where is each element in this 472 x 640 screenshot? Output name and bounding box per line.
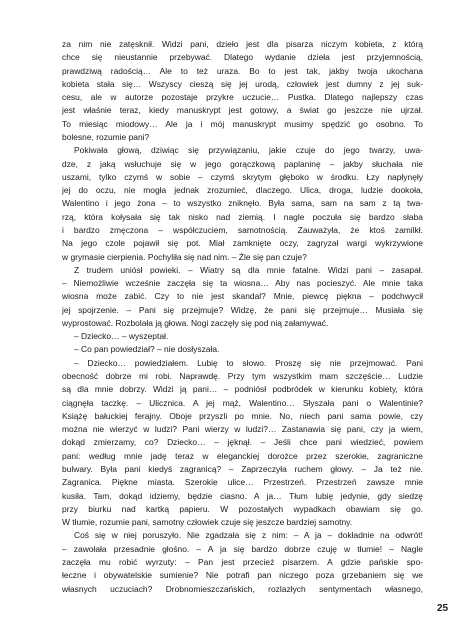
text-line: cesu, ale w autorze pozostaje przykre uczucie… Pustka. Dlatego najlepszy czas — [62, 92, 423, 103]
text-line: dze, z jaką wsłuchuje się w jego gorączkową paplaninę – jakby słuchała nie — [62, 158, 423, 169]
text-line: ciągnęła taczkę. – Ulicznica. A jej mąż, Walentino… Słyszała pani o Walentinie? — [62, 397, 423, 408]
text-line: chce się nieustannie przebywać. Dlatego wydanie dzieła jest przyjemnością, — [62, 52, 423, 63]
text-line: kusiła. Tam, dokąd idziemy, będzie ciasno. A ja… Tłum lubię jedynie, gdy siedzę — [62, 490, 423, 501]
text-line: – Dziecko… powiedziałem. Lubię to słowo. Proszę się nie przejmować. Pani — [74, 357, 423, 368]
text-line: własnych uczuciach? Drobnomieszczańskich, rozlazłych sentymentach własnego, — [62, 583, 423, 594]
text-line: Zagranica. Piękne miasta. Szerokie ulice… Przestrzeń. Przestrzeń zawsze mnie — [62, 477, 423, 488]
text-line: zaczęła mu robić wyrzuty: – Pan jest przecież pisarzem. A gdzie pańskie spo- — [62, 556, 423, 567]
text-line: – Co pan powiedział? – nie dosłyszała. — [74, 344, 220, 355]
text-line: bulwary. Była pani kiedyś zagranicą? – Zaprzeczyła ruchem głowy. – Ja też nie. — [62, 464, 423, 474]
text-line: wyprostować. Rozbolała ją głowa. Nogi zaczęły się pod nią załamywać. — [62, 317, 329, 328]
text-line: w grymasie cierpienia. Pochyliła się nad nim. – Źle się pan czuje? — [62, 251, 307, 262]
text-line: rzą, która kołysała się tak nisko nad ziemią. I nagle poczuła się bardzo słaba — [62, 211, 423, 222]
text-line: Pokiwała głową, dziwiąc się przywiązaniu, jakie czuje do jego twarzy, uwa- — [74, 145, 423, 156]
text-line: – Dziecko… – wyszeptał. — [74, 331, 169, 342]
text-line: Coś się w niej poruszyło. Nie zgadzała się z nim: – A ja – dokładnie na odwrót! — [74, 530, 423, 541]
text-line: uszami, tylko czymś w sobie – czymś skrytym głęboko w środku. Łzy napłynęły — [62, 171, 423, 182]
text-line: – Niemożliwie wcześnie zaczęła się ta wiosna… Aby nas pocieszyć. Ale mnie taka — [62, 278, 423, 289]
text-line: Walentino i jego żona – to wszystko zniknęło. Była sama, sam na sam z tą twa- — [62, 198, 423, 209]
text-line: są dla mnie dobrzy. Widzi ją pani… – podniósł podbródek w kierunku kobiety, która — [62, 384, 423, 395]
text-line: To miesiąc miodowy… Ale ja i mój manuskrypt musimy spędzić go osobno. To — [62, 118, 423, 129]
text-line: i bardzo zmęczona – współczuciem, samotnością. Zauważyła, że ktoś zamilkł. — [62, 224, 423, 235]
text-line: – zawołała przesadnie głośno. – A ja się bardzo dobrze czuję w tłumie! – Nagle — [62, 543, 423, 554]
text-line: dokąd zmierzamy, co? Dziecko… – jęknął. – Jeśli chce pani wiedzieć, powiem — [62, 437, 423, 448]
page-number: 25 — [437, 603, 449, 614]
text-line: łeczne i obywatelskie sumienie? Nie potrafi pan niczego poza grzebaniem się we — [62, 570, 423, 581]
text-line: za nim nie zatęsknił. Widzi pani, dzieło jest dla pisarza niczym kobieta, z którą — [62, 39, 423, 49]
text-line: W tłumie, rozumie pani, samotny człowiek czuje się jeszcze bardziej samotny. — [62, 517, 353, 528]
text-line: jest właśnie teraz, kiedy manuskrypt jest gotowy, a świat go jeszcze nie ujrzał. — [62, 105, 423, 116]
text-line: Z trudem uniósł powieki. – Wiatry są dla mnie fatalne. Widzi pani – zasapał. — [74, 264, 423, 275]
text-line: Na jego czole pojawił się pot. Miał zamknięte oczy, zagryzał wargi wykrzywione — [62, 238, 423, 249]
text-line: bolesne, rozumie pani? — [62, 131, 150, 142]
text-line: przy biurku nad kartką papieru. W pozostałych wypadkach obawiam się go. — [62, 503, 423, 514]
text-line: Książę bałuckiej ferajny. Oboje przyszli po mnie. No, niech pani sama powie, czy — [62, 410, 423, 421]
text-line: prawdziwą radością… Ale to też uraza. Bo to jest tak, jakby twoja ukochana — [62, 65, 423, 76]
text-line: można nie wierzyć w ludzi? Pani wierzy w ludzi?… Zastanawia się pani, czy ja wiem, — [62, 424, 423, 435]
page-text — [62, 38, 423, 596]
text-line: jej spojrzenie. – Pani się przejmuje? Widzę, że pani się przejmuje… Musiała się — [62, 304, 423, 315]
text-line: kobieta stała się… Wszyscy cieszą się jej urodą, człowiek jest dumny z jej suk- — [62, 78, 423, 89]
text-line: obecność dobrze mi robi. Naprawdę. Przy tym wszystkim mam szczęście… Ludzie — [62, 371, 423, 382]
text-line: pani: według mnie jadę teraz w eleganckiej dorożce przez szerokie, zagraniczne — [62, 450, 423, 461]
text-line: jej do oczu, nie mogła jednak zrozumieć, dlaczego. Ulica, droga, ludzie dookoła, — [62, 185, 423, 196]
text-line: wiosna może zabić. Czy to nie jest skandal? Mnie, piewcę piękna – podchwycił — [62, 291, 423, 302]
